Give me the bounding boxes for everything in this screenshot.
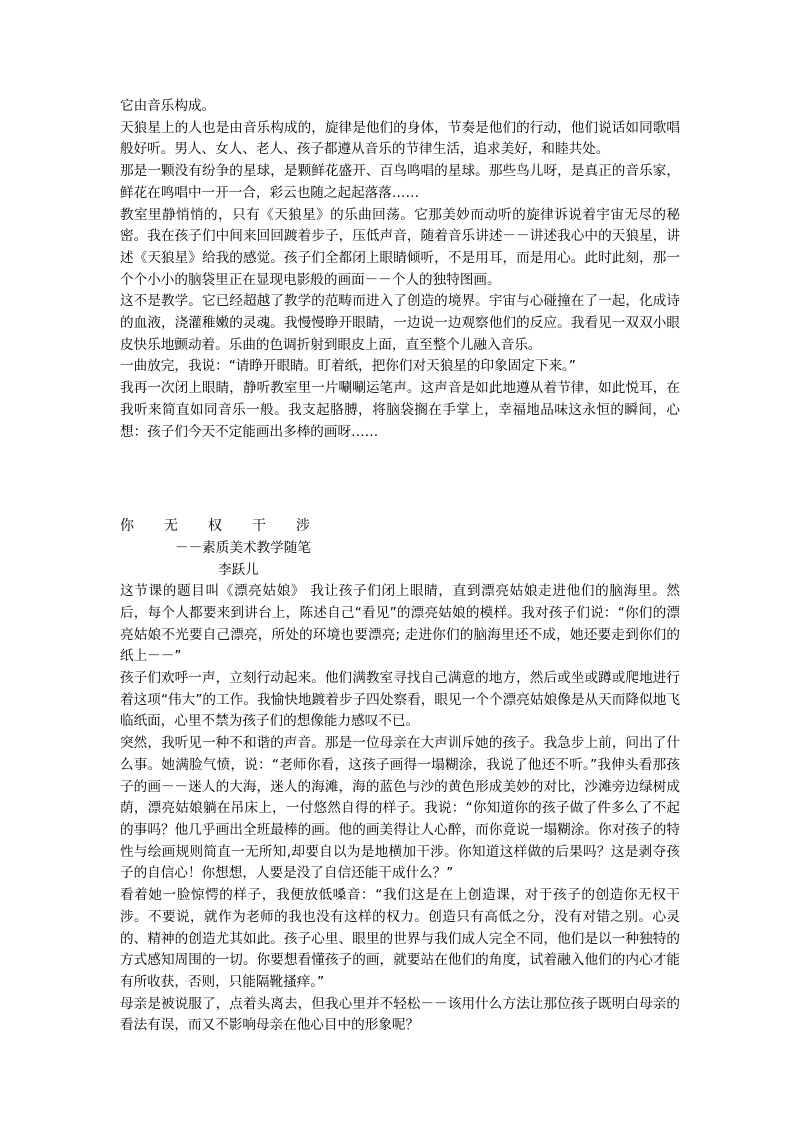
paragraph: 它由音乐构成。	[120, 98, 216, 114]
paragraph: 那是一颗没有纷争的星球，是颗鲜花盛开、百鸟鸣唱的星球。那些鸟儿呀，是真正的音乐家，鲜花在鸣唱中一开一合，彩云也随之起起落落……	[120, 163, 680, 201]
paragraph: 天狼星上的人也是由音乐构成的，旋律是他们的身体，节奏是他们的行动，他们说话如同歌唱般好听。男人、女人、老人、孩子都遵从音乐的节律生活，追求美好，和睦共处。	[120, 119, 680, 158]
paragraph: 突然，我听见一种不和谐的声音。那是一位母亲在大声训斥她的孩子。我急步上前，问出了什么事。她满脸气愤，说：“老师你看，这孩子画得一塌糊涂，我说了他还不听。”我伸头看那孩子的画－－迷人的大海，迷人的海滩，海的蓝色与沙的黄色形成美妙的对比，沙滩旁边绿树成荫，漂亮姑娘躺在吊床上，一付悠然自得的样子。我说：“你知道你的孩子做了件多么了不起的事吗？他几乎画出全班最棒的画。他的画美得让人心醉，而你竟说一塌糊涂。你对孩子的特性与绘画规则简直一无所知,却要自以为是地横加干涉。你知道这样做的后果吗？这是剥夺孩子的自信心！你想想，人要是没了自信还能干成什么？”	[120, 735, 680, 882]
paragraph: 看着她一脸惊愕的样子，我便放低嗓音：“我们这是在上创造课，对于孩子的创造你无权干涉。不要说，就作为老师的我也没有这样的权力。创造只有高低之分，没有对错之别。心灵的、精神的创造尤其如此。孩子心里、眼里的世界与我们成人完全不同，他们是以一种独特的方式感知周围的一切。你要想看懂孩子的画，就要站在他们的角度，试着融入他们的内心才能有所收获，否则，只能隔靴搔痒。”	[120, 887, 680, 990]
paragraph: 这节课的题目叫《漂亮姑娘》 我让孩子们闭上眼睛，直到漂亮姑娘走进他们的脑海里。然后，每个人都要来到讲台上，陈述自己“看见”的漂亮姑娘的模样。我对孩子们说：“你们的漂亮姑娘不光要自己漂亮，所处的环境也要漂亮; 走进你们的脑海里还不成，她还要走到你们的纸上－－”	[120, 583, 680, 665]
section-gap	[120, 443, 680, 515]
paragraph: 母亲是被说服了，点着头离去，但我心里并不轻松－－该用什么方法让那位孩子既明白母亲的看法有误，而又不影响母亲在他心目中的形象呢？	[120, 995, 680, 1034]
document-page	[120, 96, 680, 1037]
paragraph: 一曲放完，我说：“请睁开眼睛。盯着纸，把你们对天狼星的印象固定下来。”	[120, 358, 576, 375]
article-author: 李跃儿	[218, 562, 259, 579]
paragraph: 教室里静悄悄的，只有《天狼星》的乐曲回荡。它那美妙而动听的旋律诉说着宇宙无尽的秘密。我在孩子们中间来回回踱着步子，压低声音，随着音乐讲述－－讲述我心中的天狼星，讲述《天狼星》给我的感觉。孩子们全都闭上眼睛倾听，不是用耳，而是用心。此时此刻，那一个个小小的脑袋里正在显现电影般的画面－－个人的独特图画。	[120, 206, 680, 288]
article-subtitle: －－素质美术教学随笔	[175, 540, 311, 557]
paragraph: 这不是教学。它已经超越了教学的范畴而进入了创造的境界。宇宙与心碰撞在了一起，化成诗的血液，浇灌稚嫩的灵魂。我慢慢睁开眼睛，一边说一边观察他们的反应。我看见一双双小眼皮快乐地颤动着。乐曲的色调折射到眼皮上面，直至整个儿融入音乐。	[120, 293, 680, 353]
article-title: 你无权干涉	[120, 518, 340, 535]
paragraph: 我再一次闭上眼睛，静听教室里一片唰唰运笔声。这声音是如此地遵从着节律，如此悦耳，在我听来简直如同音乐一般。我支起胳膊，将脑袋搁在手掌上，幸福地品味这永恒的瞬间，心想：孩子们今天不定能画出多棒的画呀……	[120, 380, 680, 440]
paragraph: 孩子们欢呼一声，立刻行动起来。他们满教室寻找自己满意的地方，然后或坐或蹲或爬地进行着这项“伟大”的工作。我愉快地踱着步子四处察看，眼见一个个漂亮姑娘像是从天而降似地飞临纸面，心里不禁为孩子们的想像能力感叹不已。	[120, 670, 680, 730]
